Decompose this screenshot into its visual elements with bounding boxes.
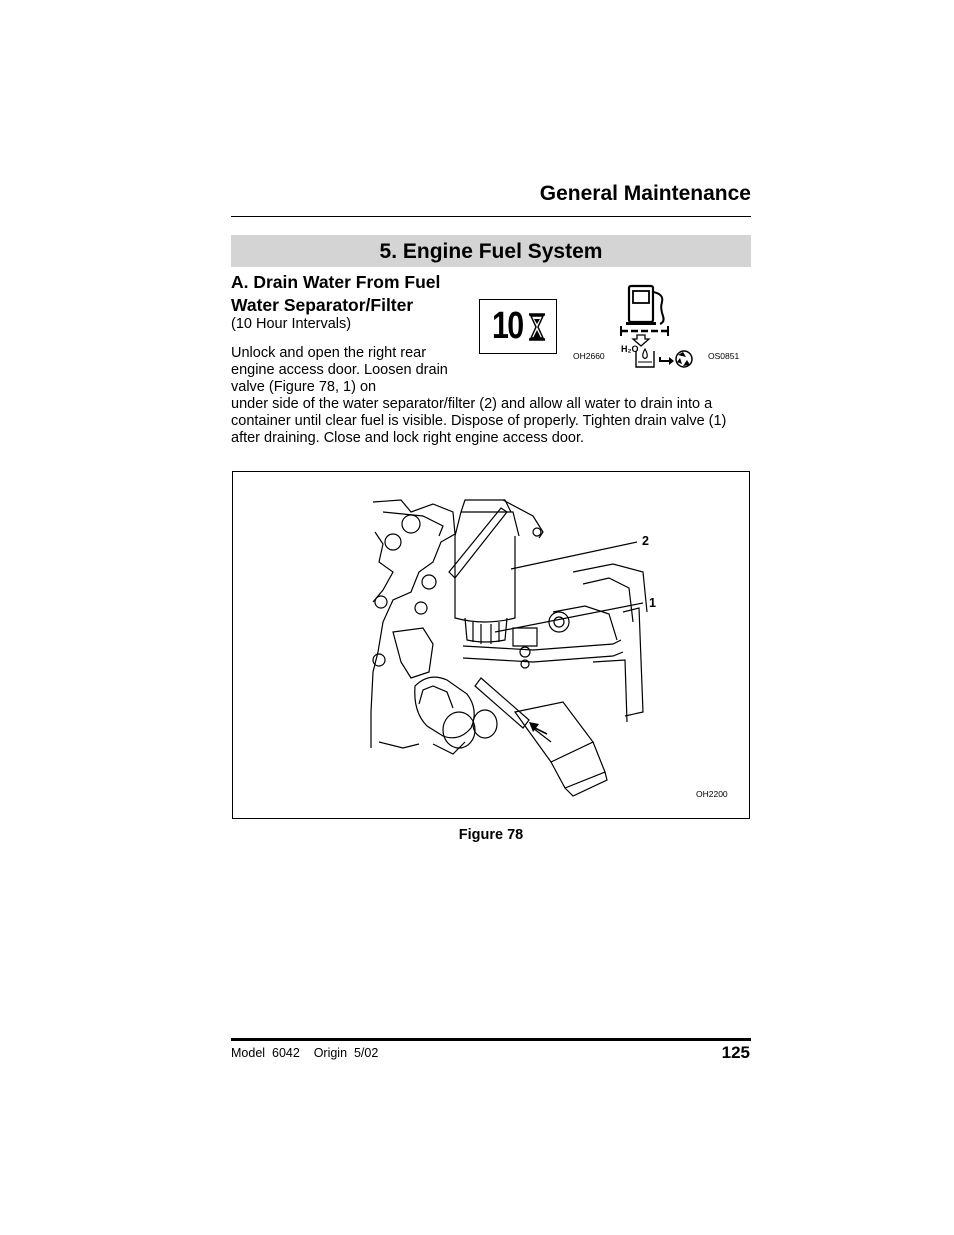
- procedure-text-second: under side of the water separator/filter (2) and allow all water to drain into a container until clear fuel is visible. Dispose of properly. Tighten drain valve (1) after draining. Close and lock right engine access door.: [231, 396, 727, 446]
- footer-divider: [231, 1038, 751, 1041]
- service-hours-number: 10: [492, 305, 523, 347]
- procedure-text-first: Unlock and open the right rear engine access door. Loosen drain valve (Figure 78, 1) on: [231, 345, 448, 395]
- figure-78: [232, 471, 750, 819]
- service-interval-icon: [479, 299, 557, 354]
- fuel-icon-code: OS0851: [708, 351, 740, 361]
- figure-caption: Figure 78: [458, 827, 524, 843]
- fuel-pump-water-drain-icon: [616, 282, 698, 372]
- callout-filter: 2: [642, 534, 649, 548]
- engine-filter-illustration: [233, 472, 749, 818]
- hourglass-icon: [528, 313, 546, 341]
- page-number: 125: [721, 1043, 750, 1062]
- procedure-heading: A. Drain Water From Fuel Water Separator/Filter: [231, 272, 441, 315]
- service-icon-code: OH2660: [573, 351, 605, 361]
- callout-drain-valve: 1: [649, 596, 656, 610]
- h2o-label: H₂O: [621, 344, 639, 354]
- interval-note: (10 Hour Intervals): [231, 316, 352, 332]
- section-title: General Maintenance: [539, 182, 751, 205]
- chapter-title: 5. Engine Fuel System: [231, 235, 751, 267]
- footer-model-info: Model 6042 Origin 5/02: [231, 1046, 379, 1060]
- title-divider: [231, 216, 751, 217]
- figure-image-code: OH2200: [696, 789, 728, 799]
